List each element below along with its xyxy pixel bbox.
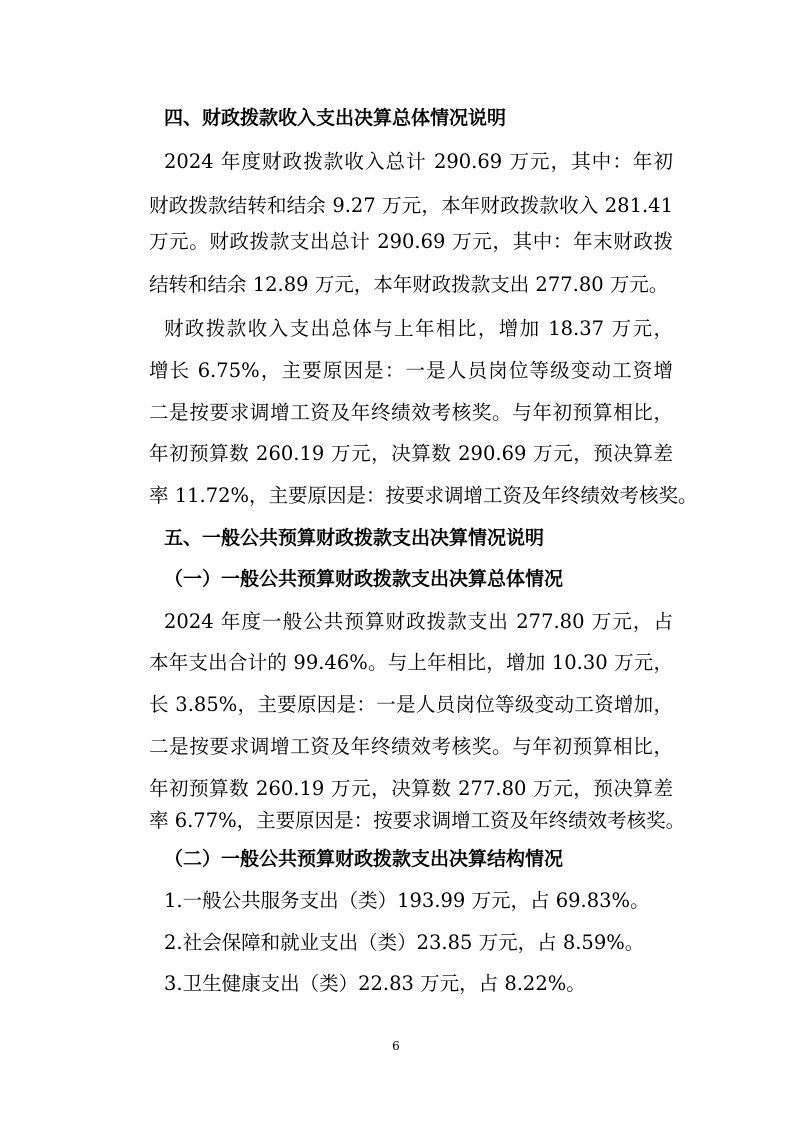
subsection-1-heading: （一）一般公共预算财政拨款支出决算总体情况 (164, 568, 564, 590)
paragraph-line: 结转和结余 12.89 万元，本年财政拨款支出 277.80 万元。 (149, 273, 669, 296)
section-5-heading: 五、一般公共预算财政拨款支出决算情况说明 (164, 527, 545, 549)
paragraph-line: 财政拨款收入支出总体与上年相比，增加 18.37 万元， (164, 317, 673, 340)
list-item: 2.社会保障和就业支出（类）23.85 万元，占 8.59%。 (164, 931, 645, 954)
paragraph-line: 2024 年度财政拨款收入总计 290.69 万元，其中：年初 (164, 150, 673, 173)
paragraph-line: 率 11.72%，主要原因是：按要求调增工资及年终绩效考核奖。 (149, 484, 698, 507)
paragraph-line: 率 6.77%，主要原因是：按要求调增工资及年终绩效考核奖。 (149, 809, 686, 832)
paragraph-line: 长 3.85%，主要原因是：一是人员岗位等级变动工资增加， (149, 693, 673, 716)
paragraph-line: 2024 年度一般公共预算财政拨款支出 277.80 万元，占 (164, 610, 673, 633)
subsection-2-heading: （二）一般公共预算财政拨款支出决算结构情况 (164, 848, 564, 870)
paragraph-line: 年初预算数 260.19 万元，决算数 290.69 万元，预决算差 (149, 442, 673, 465)
list-item: 3.卫生健康支出（类）22.83 万元，占 8.22%。 (164, 972, 586, 995)
paragraph-line: 增长 6.75%，主要原因是：一是人员岗位等级变动工资增 (149, 359, 673, 382)
paragraph-line: 年初预算数 260.19 万元，决算数 277.80 万元，预决算差 (149, 777, 673, 800)
page-number: 6 (392, 1039, 400, 1053)
list-item: 1.一般公共服务支出（类）193.99 万元，占 69.83%。 (164, 889, 650, 912)
paragraph-line: 二是按要求调增工资及年终绩效考核奖。与年初预算相比， (149, 735, 673, 758)
section-4-heading: 四、财政拨款收入支出决算总体情况说明 (164, 107, 507, 129)
paragraph-line: 二是按要求调增工资及年终绩效考核奖。与年初预算相比， (149, 401, 673, 424)
paragraph-line: 本年支出合计的 99.46%。与上年相比，增加 10.30 万元， (149, 651, 673, 674)
paragraph-line: 万元。财政拨款支出总计 290.69 万元，其中：年末财政拨 (149, 230, 673, 253)
paragraph-line: 财政拨款结转和结余 9.27 万元，本年财政拨款收入 281.41 (149, 194, 673, 217)
